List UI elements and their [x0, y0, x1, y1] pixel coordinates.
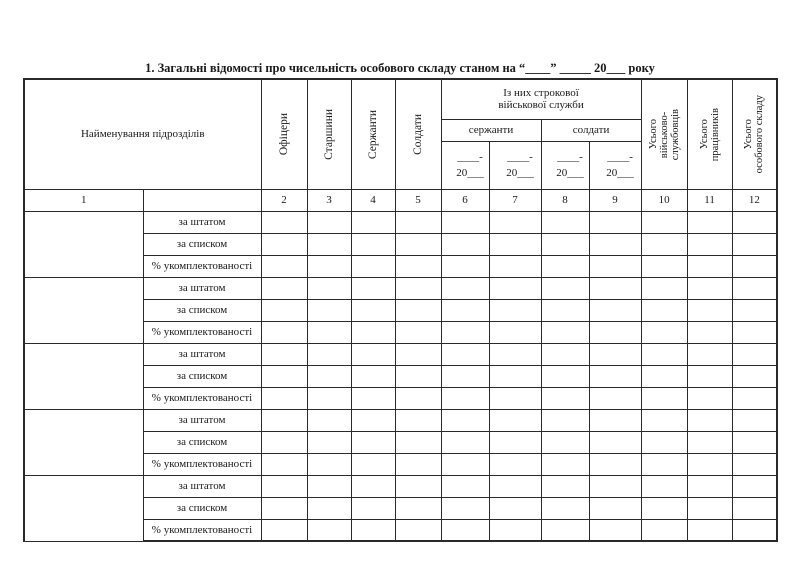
row-label: за списком [143, 365, 261, 387]
data-cell[interactable] [441, 233, 489, 255]
data-cell[interactable] [641, 211, 687, 233]
data-cell[interactable] [307, 233, 351, 255]
data-cell[interactable] [687, 255, 732, 277]
data-cell[interactable] [641, 255, 687, 277]
data-cell[interactable] [441, 365, 489, 387]
data-cell[interactable] [732, 409, 777, 431]
data-cell[interactable] [489, 233, 541, 255]
column-number: 5 [395, 189, 441, 211]
table-row [24, 277, 777, 299]
data-cell[interactable] [307, 431, 351, 453]
data-cell[interactable] [541, 519, 589, 541]
data-cell[interactable] [641, 409, 687, 431]
data-cell[interactable] [441, 431, 489, 453]
data-cell[interactable] [541, 431, 589, 453]
data-cell[interactable] [307, 475, 351, 497]
data-cell[interactable] [351, 387, 395, 409]
data-cell[interactable] [351, 365, 395, 387]
data-cell[interactable] [261, 409, 307, 431]
data-cell[interactable] [489, 255, 541, 277]
data-cell[interactable] [732, 431, 777, 453]
column-number: 10 [641, 189, 687, 211]
data-cell[interactable] [489, 497, 541, 519]
data-cell[interactable] [732, 453, 777, 475]
data-cell[interactable] [489, 431, 541, 453]
row-label: за штатом [143, 211, 261, 233]
data-cell[interactable] [641, 343, 687, 365]
data-cell[interactable] [541, 497, 589, 519]
data-cell[interactable] [441, 519, 489, 541]
data-cell[interactable] [641, 387, 687, 409]
data-cell[interactable] [589, 453, 641, 475]
column-number: 11 [687, 189, 732, 211]
data-cell[interactable] [261, 299, 307, 321]
data-cell[interactable] [732, 255, 777, 277]
data-cell[interactable] [687, 519, 732, 541]
column-number: 4 [351, 189, 395, 211]
data-cell[interactable] [489, 343, 541, 365]
data-cell[interactable] [489, 475, 541, 497]
data-cell[interactable] [541, 365, 589, 387]
row-label: за списком [143, 497, 261, 519]
data-cell[interactable] [395, 453, 441, 475]
data-cell[interactable] [687, 475, 732, 497]
column-number [143, 189, 261, 211]
data-cell[interactable] [351, 519, 395, 541]
data-cell[interactable] [261, 431, 307, 453]
data-cell[interactable] [541, 321, 589, 343]
data-cell[interactable] [641, 431, 687, 453]
period-field[interactable]: ____- 20___ [589, 141, 641, 189]
header-conscript-soldiers: солдати [541, 119, 641, 141]
data-cell[interactable] [489, 519, 541, 541]
data-cell[interactable] [395, 277, 441, 299]
column-number: 8 [541, 189, 589, 211]
data-cell[interactable] [489, 299, 541, 321]
data-cell[interactable] [441, 321, 489, 343]
data-cell[interactable] [261, 211, 307, 233]
data-cell[interactable] [351, 211, 395, 233]
data-cell[interactable] [307, 299, 351, 321]
data-cell[interactable] [441, 299, 489, 321]
data-cell[interactable] [307, 453, 351, 475]
data-cell[interactable] [687, 299, 732, 321]
data-cell[interactable] [732, 233, 777, 255]
data-cell[interactable] [589, 431, 641, 453]
column-number: 1 [24, 189, 143, 211]
unit-name-cell[interactable] [24, 211, 143, 277]
data-cell[interactable] [441, 387, 489, 409]
header-unit-name: Найменування підрозділів [24, 79, 261, 189]
data-cell[interactable] [489, 321, 541, 343]
data-cell[interactable] [641, 321, 687, 343]
row-label: за штатом [143, 475, 261, 497]
data-cell[interactable] [541, 387, 589, 409]
data-cell[interactable] [489, 409, 541, 431]
data-cell[interactable] [687, 409, 732, 431]
data-cell[interactable] [395, 299, 441, 321]
header-total-personnel: Усього особового складу [732, 79, 777, 189]
data-cell[interactable] [687, 277, 732, 299]
data-cell[interactable] [589, 387, 641, 409]
header-total-servicemen: Усього військово- службовців [641, 79, 687, 189]
data-cell[interactable] [589, 497, 641, 519]
data-cell[interactable] [489, 277, 541, 299]
data-cell[interactable] [261, 387, 307, 409]
data-cell[interactable] [589, 519, 641, 541]
data-cell[interactable] [641, 365, 687, 387]
data-cell[interactable] [641, 277, 687, 299]
data-cell[interactable] [732, 387, 777, 409]
data-cell[interactable] [261, 365, 307, 387]
data-cell[interactable] [307, 211, 351, 233]
data-cell[interactable] [307, 255, 351, 277]
data-cell[interactable] [307, 343, 351, 365]
personnel-table [23, 78, 778, 542]
data-cell[interactable] [641, 497, 687, 519]
data-cell[interactable] [441, 211, 489, 233]
data-cell[interactable] [641, 233, 687, 255]
row-label: за списком [143, 299, 261, 321]
period-field[interactable]: ____- 20___ [541, 141, 589, 189]
unit-name-cell[interactable] [24, 343, 143, 409]
data-cell[interactable] [261, 233, 307, 255]
data-cell[interactable] [732, 299, 777, 321]
data-cell[interactable] [589, 211, 641, 233]
data-cell[interactable] [541, 233, 589, 255]
data-cell[interactable] [351, 255, 395, 277]
data-cell[interactable] [395, 343, 441, 365]
data-cell[interactable] [589, 277, 641, 299]
data-cell[interactable] [541, 453, 589, 475]
data-cell[interactable] [732, 343, 777, 365]
data-cell[interactable] [589, 409, 641, 431]
data-cell[interactable] [687, 431, 732, 453]
data-cell[interactable] [441, 409, 489, 431]
unit-name-cell[interactable] [24, 409, 143, 475]
data-cell[interactable] [441, 453, 489, 475]
data-cell[interactable] [687, 211, 732, 233]
data-cell[interactable] [351, 497, 395, 519]
data-cell[interactable] [395, 233, 441, 255]
data-cell[interactable] [641, 299, 687, 321]
data-cell[interactable] [687, 497, 732, 519]
data-cell[interactable] [395, 431, 441, 453]
column-number: 2 [261, 189, 307, 211]
data-cell[interactable] [395, 497, 441, 519]
data-cell[interactable] [307, 387, 351, 409]
row-label: % укомплектованості [143, 387, 261, 409]
row-label: % укомплектованості [143, 321, 261, 343]
header-sergeants-major: Старшини [307, 79, 351, 189]
data-cell[interactable] [687, 387, 732, 409]
data-cell[interactable] [351, 453, 395, 475]
data-cell[interactable] [261, 453, 307, 475]
data-cell[interactable] [732, 497, 777, 519]
data-cell[interactable] [589, 299, 641, 321]
header-sergeants: Сержанти [351, 79, 395, 189]
row-label: за списком [143, 233, 261, 255]
data-cell[interactable] [395, 409, 441, 431]
data-cell[interactable] [395, 475, 441, 497]
data-cell[interactable] [351, 409, 395, 431]
data-cell[interactable] [307, 409, 351, 431]
data-cell[interactable] [261, 255, 307, 277]
data-cell[interactable] [351, 431, 395, 453]
data-cell[interactable] [441, 277, 489, 299]
column-number: 12 [732, 189, 777, 211]
data-cell[interactable] [261, 475, 307, 497]
data-cell[interactable] [307, 519, 351, 541]
data-cell[interactable] [307, 321, 351, 343]
data-cell[interactable] [489, 387, 541, 409]
data-cell[interactable] [732, 211, 777, 233]
data-cell[interactable] [351, 233, 395, 255]
data-cell[interactable] [351, 299, 395, 321]
data-cell[interactable] [351, 343, 395, 365]
data-cell[interactable] [351, 321, 395, 343]
data-cell[interactable] [307, 277, 351, 299]
row-label: за списком [143, 431, 261, 453]
data-cell[interactable] [589, 321, 641, 343]
column-number: 9 [589, 189, 641, 211]
data-cell[interactable] [541, 409, 589, 431]
row-label: % укомплектованості [143, 519, 261, 541]
data-cell[interactable] [589, 343, 641, 365]
table-row [24, 409, 777, 431]
data-cell[interactable] [261, 321, 307, 343]
data-cell[interactable] [441, 255, 489, 277]
data-cell[interactable] [732, 277, 777, 299]
data-cell[interactable] [395, 387, 441, 409]
data-cell[interactable] [687, 365, 732, 387]
data-cell[interactable] [489, 453, 541, 475]
data-cell[interactable] [641, 453, 687, 475]
header-total-workers: Усього працівників [687, 79, 732, 189]
data-cell[interactable] [541, 299, 589, 321]
row-label: за штатом [143, 343, 261, 365]
data-cell[interactable] [261, 277, 307, 299]
table-row [24, 343, 777, 365]
data-cell[interactable] [441, 343, 489, 365]
data-cell[interactable] [589, 233, 641, 255]
data-cell[interactable] [395, 519, 441, 541]
data-cell[interactable] [732, 475, 777, 497]
column-number: 3 [307, 189, 351, 211]
data-cell[interactable] [687, 321, 732, 343]
data-cell[interactable] [395, 321, 441, 343]
data-cell[interactable] [307, 365, 351, 387]
table-row [24, 475, 777, 497]
data-cell[interactable] [489, 365, 541, 387]
data-cell[interactable] [589, 475, 641, 497]
data-cell[interactable] [641, 519, 687, 541]
data-cell[interactable] [687, 343, 732, 365]
unit-name-cell[interactable] [24, 475, 143, 541]
column-number: 7 [489, 189, 541, 211]
data-cell[interactable] [489, 211, 541, 233]
data-cell[interactable] [541, 343, 589, 365]
header-conscript-group: Із них строкової військової служби [441, 79, 641, 119]
data-cell[interactable] [261, 497, 307, 519]
header-officers: Офіцери [261, 79, 307, 189]
data-cell[interactable] [732, 321, 777, 343]
header-soldiers: Солдати [395, 79, 441, 189]
data-cell[interactable] [395, 255, 441, 277]
table-row [24, 211, 777, 233]
data-cell[interactable] [687, 233, 732, 255]
data-cell[interactable] [589, 365, 641, 387]
data-cell[interactable] [687, 453, 732, 475]
header-conscript-sergeants: сержанти [441, 119, 541, 141]
unit-name-cell[interactable] [24, 277, 143, 343]
data-cell[interactable] [589, 255, 641, 277]
data-cell[interactable] [732, 365, 777, 387]
period-field[interactable]: ____- 20___ [489, 141, 541, 189]
column-number: 6 [441, 189, 489, 211]
data-cell[interactable] [541, 277, 589, 299]
data-cell[interactable] [732, 519, 777, 541]
data-cell[interactable] [307, 497, 351, 519]
data-cell[interactable] [541, 211, 589, 233]
data-cell[interactable] [395, 365, 441, 387]
data-cell[interactable] [541, 255, 589, 277]
data-cell[interactable] [641, 475, 687, 497]
data-cell[interactable] [261, 519, 307, 541]
row-label: за штатом [143, 277, 261, 299]
data-cell[interactable] [441, 497, 489, 519]
data-cell[interactable] [395, 211, 441, 233]
row-label: за штатом [143, 409, 261, 431]
data-cell[interactable] [441, 475, 489, 497]
period-field[interactable]: ____- 20___ [441, 141, 489, 189]
row-label: % укомплектованості [143, 255, 261, 277]
data-cell[interactable] [541, 475, 589, 497]
row-label: % укомплектованості [143, 453, 261, 475]
data-cell[interactable] [351, 277, 395, 299]
form-title: 1. Загальні відомості про чисельність особового складу станом на “____” _____ 20___ року [145, 61, 655, 75]
data-cell[interactable] [261, 343, 307, 365]
data-cell[interactable] [351, 475, 395, 497]
